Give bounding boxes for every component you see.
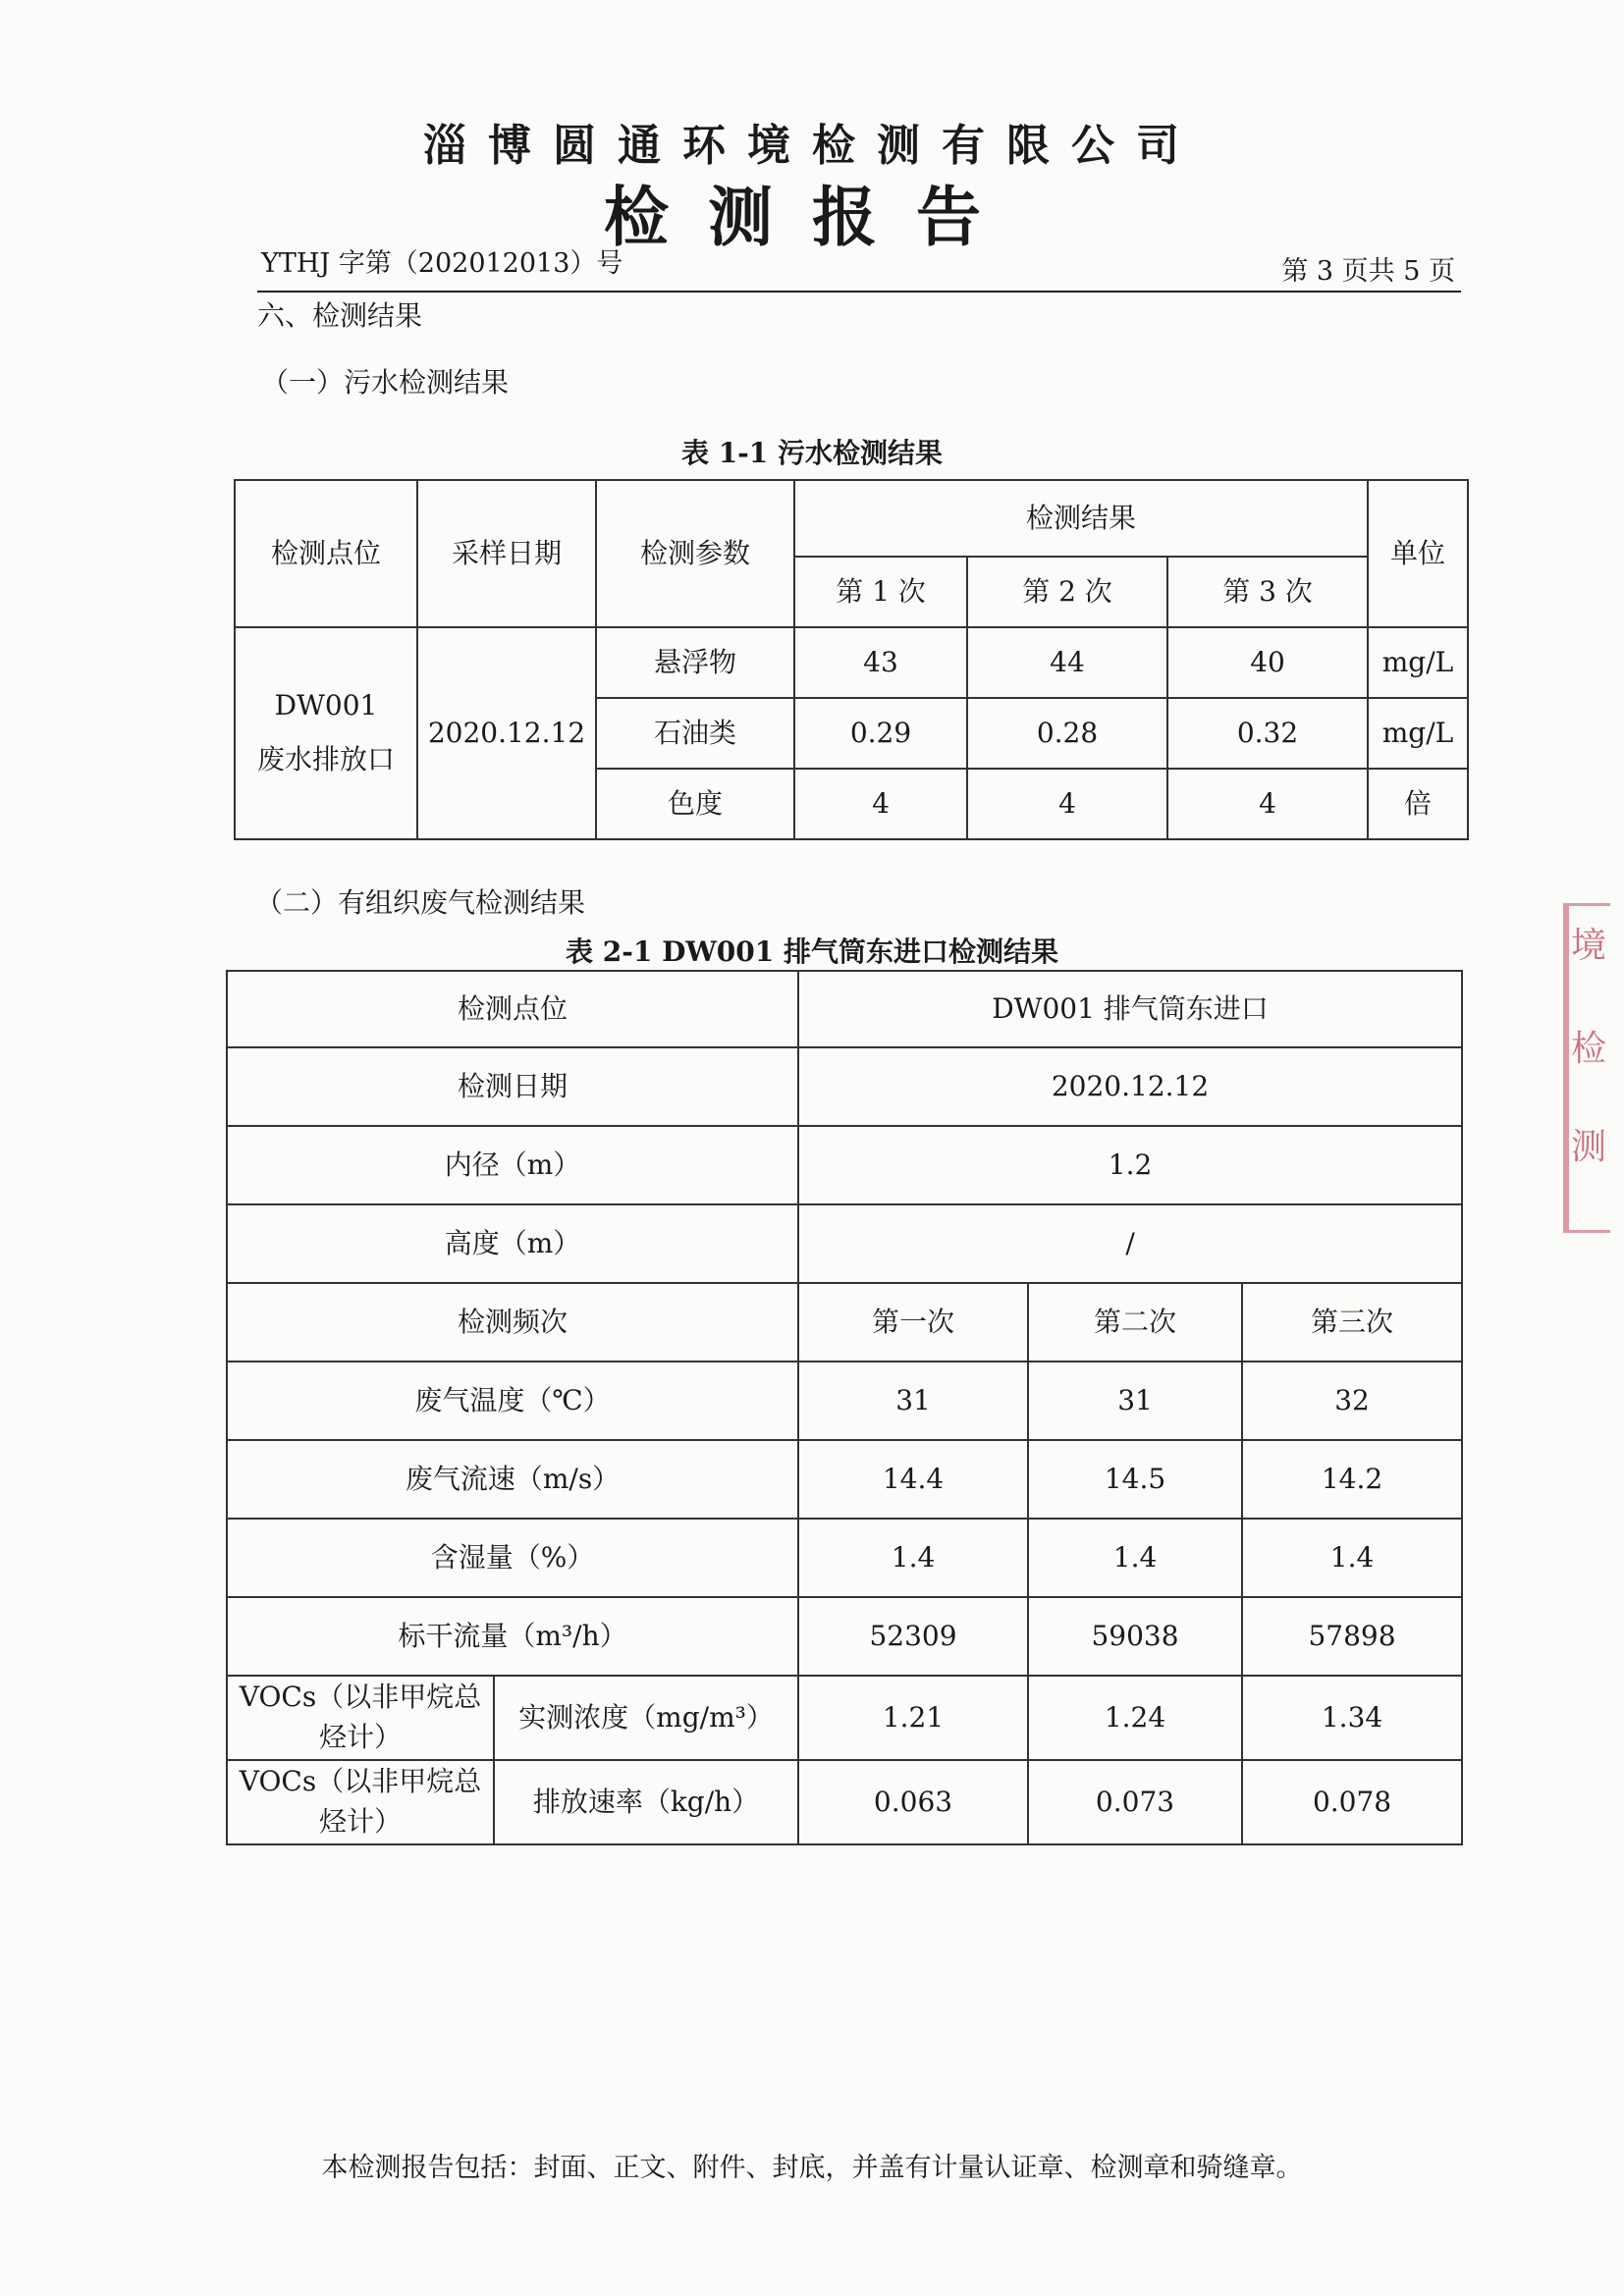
table1-caption: 表 1-1 污水检测结果: [680, 437, 944, 469]
frequency-1: 第一次: [798, 1283, 1028, 1362]
subsection-wastewater: （一）污水检测结果: [261, 366, 510, 399]
stamp-char: 境: [1571, 926, 1607, 966]
wastewater-table: [234, 479, 1469, 840]
height-label: 高度（m）: [227, 1204, 798, 1283]
value-cell: 43: [794, 627, 967, 698]
value-cell: 40: [1167, 627, 1368, 698]
diameter-label: 内径（m）: [227, 1126, 798, 1204]
point-label: 检测点位: [227, 971, 798, 1047]
value-cell: 31: [1028, 1362, 1242, 1440]
footer-note: 本检测报告包括：封面、正文、附件、封底，并盖有计量认证章、检测章和骑缝章。: [321, 2153, 1303, 2183]
table-row: [227, 1676, 1462, 1760]
value-cell: 44: [967, 627, 1167, 698]
value-cell: 14.2: [1242, 1440, 1462, 1519]
value-cell: 14.5: [1028, 1440, 1242, 1519]
section-title: 六、检测结果: [257, 299, 423, 332]
frequency-label: 检测频次: [227, 1283, 798, 1362]
value-cell: 4: [794, 769, 967, 839]
value-cell: 0.32: [1167, 698, 1368, 769]
header-results: 检测结果: [794, 480, 1368, 557]
param-cell: 石油类: [596, 698, 794, 769]
row-label: 废气温度（℃）: [227, 1362, 798, 1440]
row-label: 实测浓度（mg/m³）: [494, 1676, 798, 1760]
frequency-2: 第二次: [1028, 1283, 1242, 1362]
value-cell: 59038: [1028, 1597, 1242, 1676]
header-divider: [257, 291, 1461, 293]
table-row: [227, 1760, 1462, 1844]
document-number: YTHJ 字第（202012013）号: [261, 248, 623, 279]
sampling-point-cell: [235, 627, 417, 839]
value-cell: 1.24: [1028, 1676, 1242, 1760]
table-row: [227, 1440, 1462, 1519]
header-date: 采样日期: [417, 480, 596, 627]
table-row: [235, 627, 1468, 698]
value-cell: 57898: [1242, 1597, 1462, 1676]
value-cell: 0.29: [794, 698, 967, 769]
param-cell: 悬浮物: [596, 627, 794, 698]
voc-group-label: VOCs（以非甲烷总烃计）: [227, 1760, 494, 1844]
value-cell: 14.4: [798, 1440, 1028, 1519]
sampling-date: 2020.12.12: [417, 627, 596, 839]
point-value: DW001 排气筒东进口: [798, 971, 1462, 1047]
subsection-exhaust: （二）有组织废气检测结果: [255, 886, 586, 919]
date-label: 检测日期: [227, 1047, 798, 1126]
value-cell: 31: [798, 1362, 1028, 1440]
diameter-value: 1.2: [798, 1126, 1462, 1204]
value-cell: 0.078: [1242, 1760, 1462, 1844]
frequency-3: 第三次: [1242, 1283, 1462, 1362]
value-cell: 1.21: [798, 1676, 1028, 1760]
header-point: 检测点位: [235, 480, 417, 627]
value-cell: 1.4: [1028, 1519, 1242, 1597]
table-row: [227, 1362, 1462, 1440]
value-cell: 52309: [798, 1597, 1028, 1676]
table2-caption: 表 2-1 DW001 排气筒东进口检测结果: [565, 935, 1058, 968]
report-title: 检测报告: [604, 179, 1020, 255]
header-run-3: 第 3 次: [1167, 557, 1368, 627]
date-value: 2020.12.12: [798, 1047, 1462, 1126]
sampling-point-name: 废水排放口: [256, 743, 395, 775]
header-run-2: 第 2 次: [967, 557, 1167, 627]
value-cell: 0.28: [967, 698, 1167, 769]
param-cell: 色度: [596, 769, 794, 839]
row-label: 含湿量（%）: [227, 1519, 798, 1597]
exhaust-table: [226, 970, 1463, 1845]
header-unit: 单位: [1368, 480, 1468, 627]
row-label: 标干流量（m³/h）: [227, 1597, 798, 1676]
value-cell: 1.4: [1242, 1519, 1462, 1597]
value-cell: 4: [967, 769, 1167, 839]
value-cell: 1.4: [798, 1519, 1028, 1597]
value-cell: 0.063: [798, 1760, 1028, 1844]
row-label: 废气流速（m/s）: [227, 1440, 798, 1519]
table-row: [227, 1597, 1462, 1676]
value-cell: 0.073: [1028, 1760, 1242, 1844]
unit-cell: mg/L: [1368, 627, 1468, 698]
value-cell: 32: [1242, 1362, 1462, 1440]
stamp-char: 检: [1571, 1029, 1607, 1069]
height-value: /: [798, 1204, 1462, 1283]
voc-group-label: VOCs（以非甲烷总烃计）: [227, 1676, 494, 1760]
company-name: 淄博圆通环境检测有限公司: [423, 121, 1201, 171]
unit-cell: mg/L: [1368, 698, 1468, 769]
header-run-1: 第 1 次: [794, 557, 967, 627]
table-row: [227, 1519, 1462, 1597]
stamp-char: 测: [1571, 1127, 1607, 1167]
header-param: 检测参数: [596, 480, 794, 627]
page-number: 第 3 页共 5 页: [1281, 256, 1455, 287]
unit-cell: 倍: [1368, 769, 1468, 839]
row-label: 排放速率（kg/h）: [494, 1760, 798, 1844]
value-cell: 1.34: [1242, 1676, 1462, 1760]
sampling-point-id: DW001: [274, 689, 378, 722]
value-cell: 4: [1167, 769, 1368, 839]
